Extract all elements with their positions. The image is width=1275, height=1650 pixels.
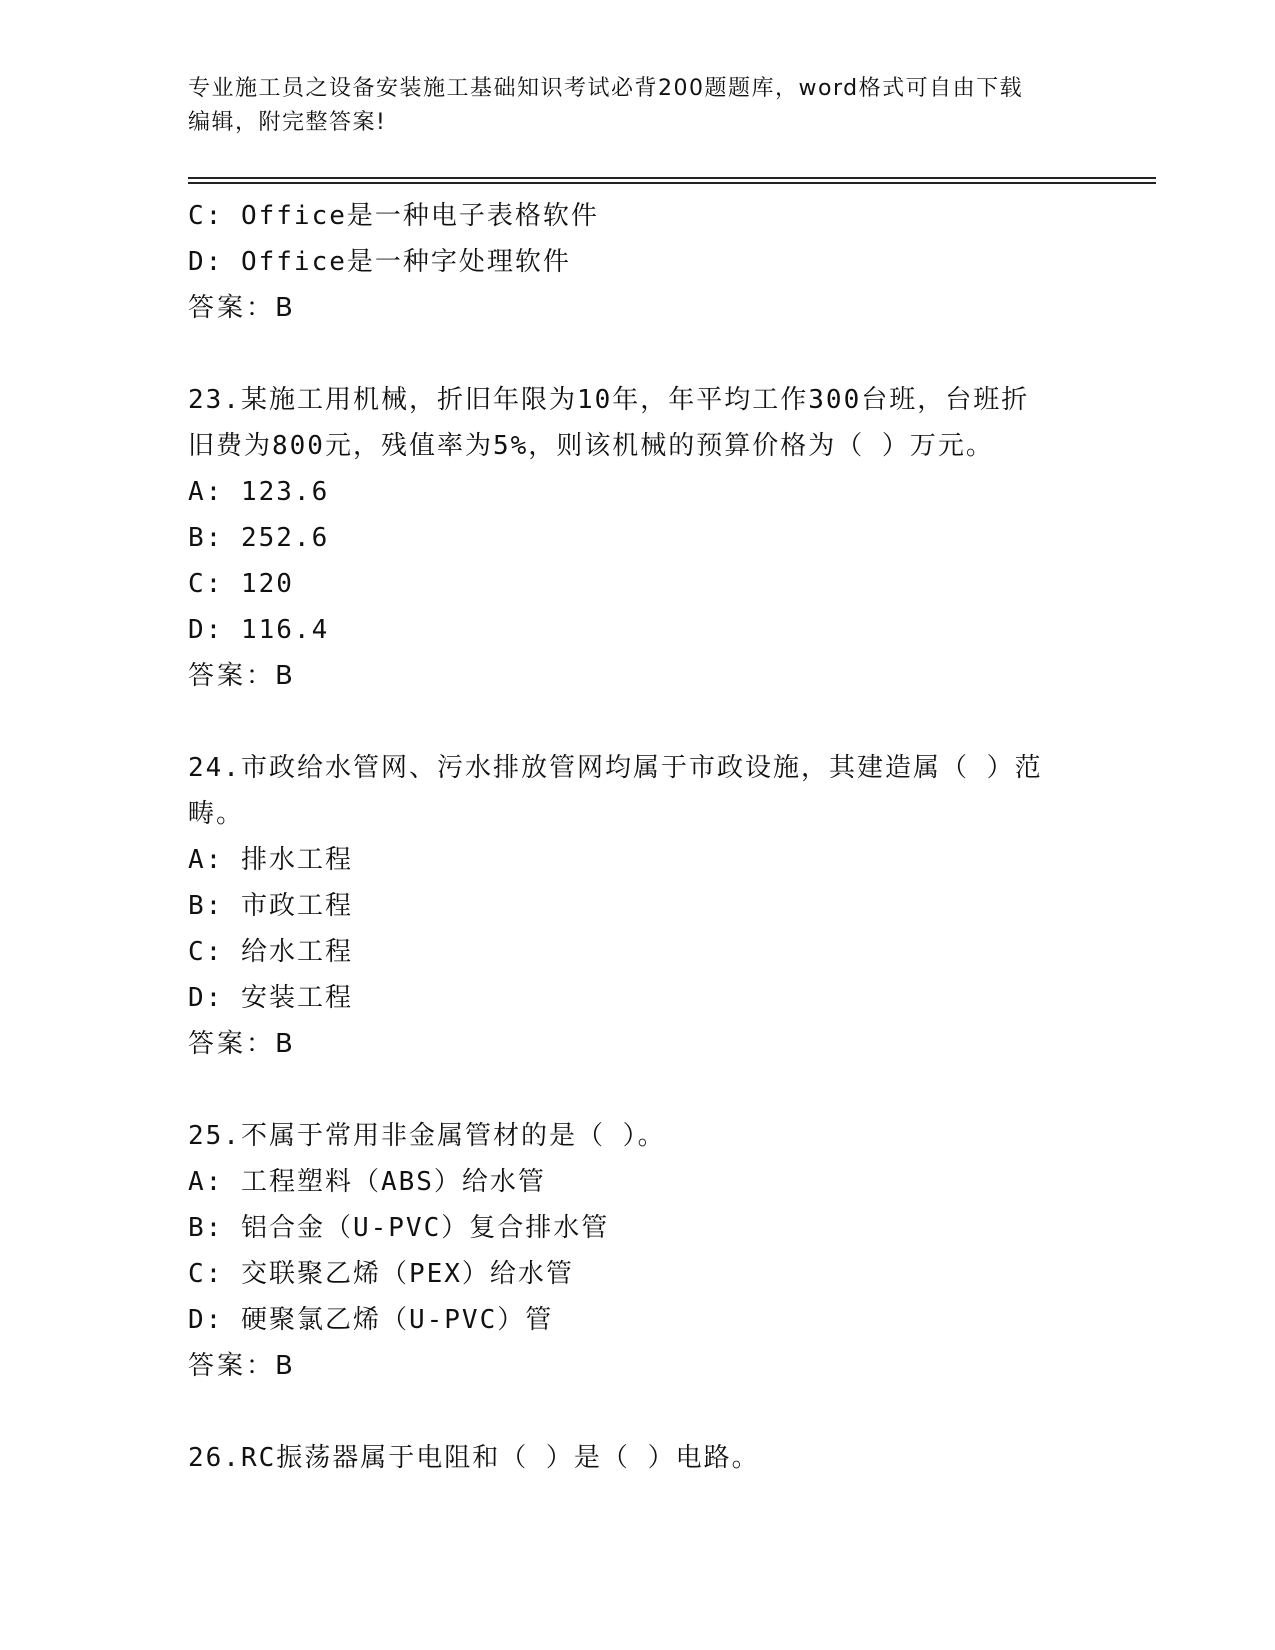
option-d: D: Office是一种字处理软件 (188, 247, 571, 277)
option-b: B: 252.6 (188, 523, 330, 553)
header-divider-bottom (188, 182, 1156, 184)
spacer (188, 1067, 1068, 1113)
option-b: B: 市政工程 (188, 891, 353, 921)
question-content (188, 193, 1068, 1481)
option-c: C: 交联聚乙烯（PEX）给水管 (188, 1259, 574, 1289)
option-d: D: 116.4 (188, 615, 330, 645)
option-b: B: 铝合金（U-PVC）复合排水管 (188, 1213, 610, 1243)
question-23 (188, 377, 1068, 699)
header-title-line-1: 专业施工员之设备安装施工基础知识考试必背200题题库，word格式可自由下载 (188, 76, 1024, 101)
question-stem-line: 畴。 (188, 799, 245, 829)
spacer (188, 699, 1068, 745)
question-stem-line: 26.RC振荡器属于电阻和（ ）是（ ）电路。 (188, 1443, 760, 1473)
option-d: D: 安装工程 (188, 983, 353, 1013)
option-c: C: 120 (188, 569, 294, 599)
option-a: A: 123.6 (188, 477, 330, 507)
header-divider-top (188, 177, 1156, 179)
option-c: C: Office是一种电子表格软件 (188, 201, 599, 231)
answer-line: 答案：B (188, 661, 296, 691)
answer-line: 答案：B (188, 293, 296, 323)
question-stem-line: 23.某施工用机械，折旧年限为10年，年平均工作300台班，台班折 (188, 385, 1030, 415)
carryover-block (188, 193, 1068, 331)
answer-line: 答案：B (188, 1029, 296, 1059)
answer-line: 答案：B (188, 1351, 296, 1381)
question-stem-line: 24.市政给水管网、污水排放管网均属于市政设施，其建造属（ ）范 (188, 753, 1043, 783)
question-26 (188, 1435, 1068, 1481)
question-25 (188, 1113, 1068, 1389)
question-24 (188, 745, 1068, 1067)
option-c: C: 给水工程 (188, 937, 353, 967)
question-stem-line: 25.不属于常用非金属管材的是（ ）。 (188, 1121, 666, 1151)
spacer (188, 331, 1068, 377)
spacer (188, 1389, 1068, 1435)
header-title-line-2: 编辑，附完整答案! (188, 110, 387, 135)
option-a: A: 工程塑料（ABS）给水管 (188, 1167, 546, 1197)
question-stem-line: 旧费为800元，残值率为5%，则该机械的预算价格为（ ）万元。 (188, 431, 994, 461)
document-header (188, 72, 1068, 140)
option-a: A: 排水工程 (188, 845, 353, 875)
option-d: D: 硬聚氯乙烯（U-PVC）管 (188, 1305, 554, 1335)
